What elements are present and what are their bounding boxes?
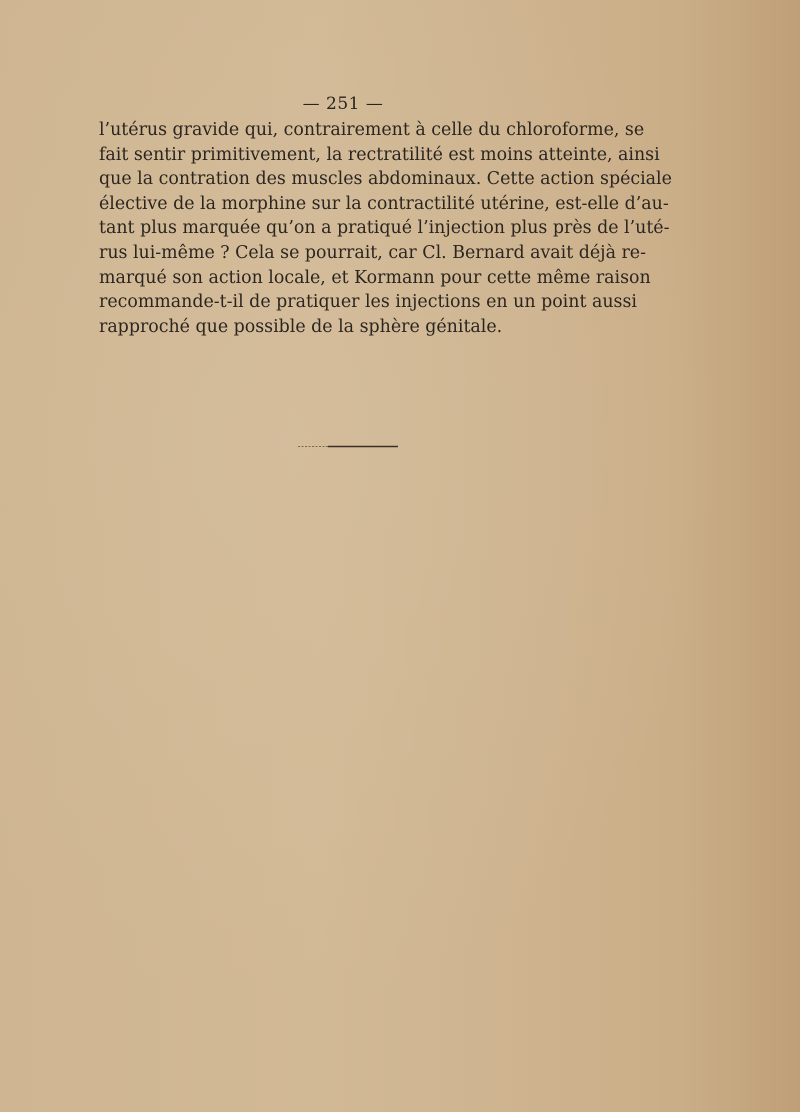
body-paragraph [99,118,672,339]
text-line: l’utérus gravide qui, contrairement à celle du chloroforme, se [99,120,645,140]
text-line: recommande-t-il de pratiquer les injections en un point aussi [99,292,637,313]
text-line: rapproché que possible de la sphère génitale. [99,316,503,337]
text-line: fait sentir primitivement, la rectratilité est moins atteinte, ainsi [99,144,660,165]
text-line: marqué son action locale, et Kormann pour cette même raison [99,267,651,288]
text-line: que la contration des muscles abdominaux. Cette action spéciale [99,169,672,190]
text-line: élective de la morphine sur la contractilité utérine, est-elle d’au- [99,193,669,214]
section-end-rule [298,445,398,448]
page-number: — 251 — [302,94,384,114]
text-line: tant plus marquée qu’on a pratiqué l’injection plus près de l’uté- [99,218,670,239]
text-line: rus lui-même ? Cela se pourrait, car Cl. Bernard avait déjà re- [99,242,646,263]
